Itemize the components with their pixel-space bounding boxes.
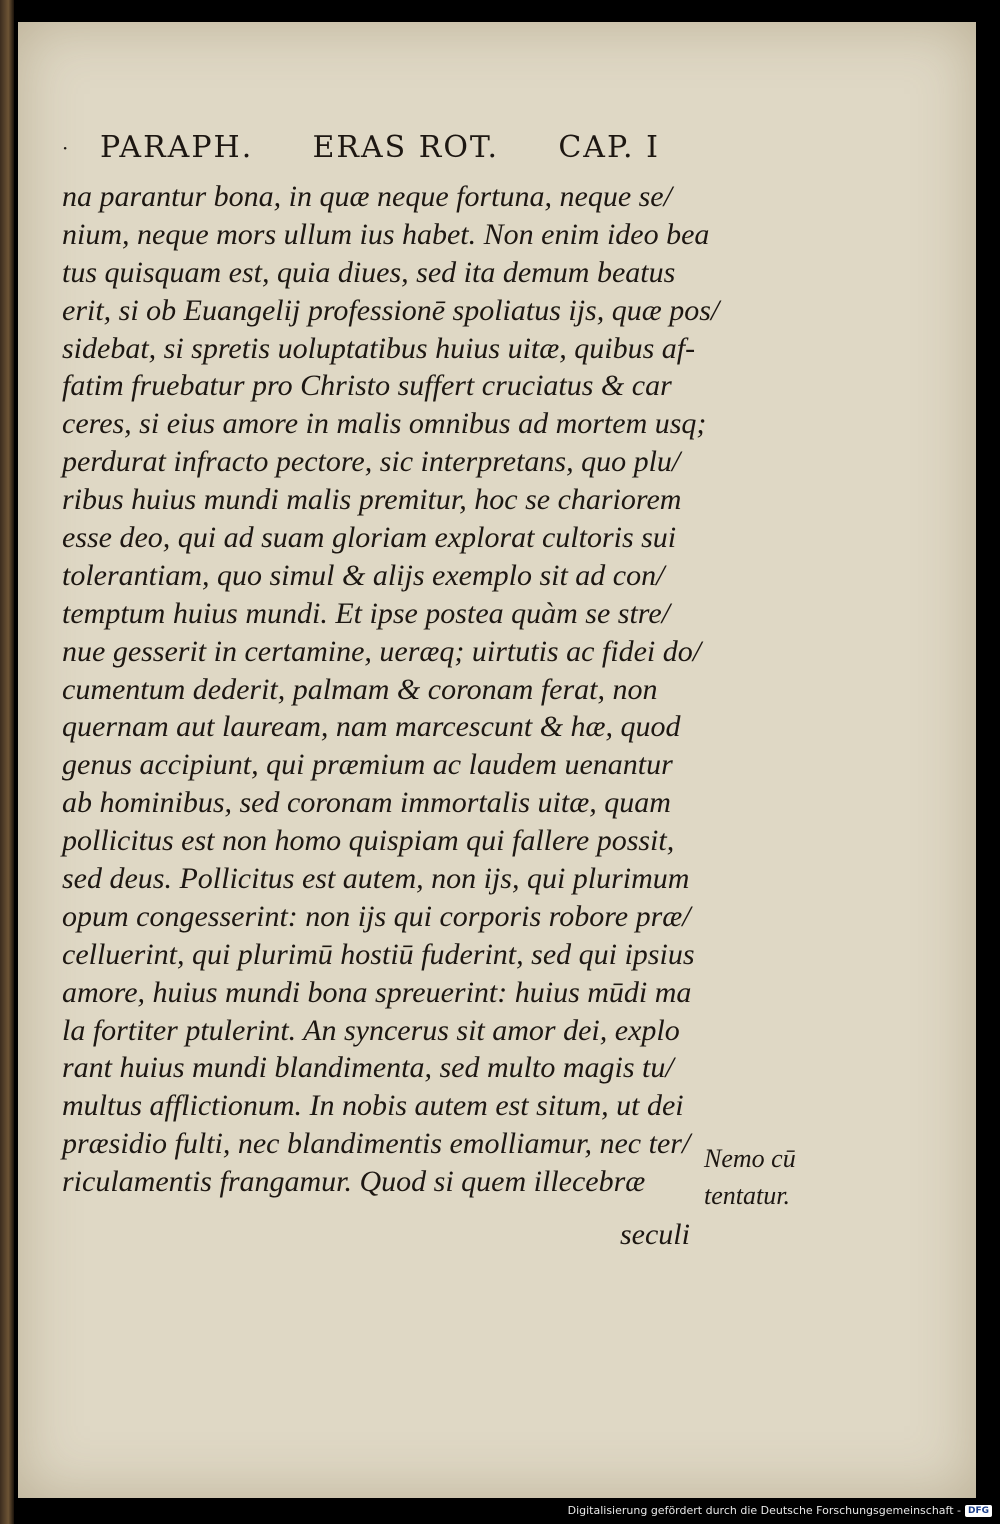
header-ornament: ·: [62, 136, 71, 160]
header-center: ERAS ROT.: [312, 130, 500, 165]
text-line: ab hominibus, sed coronam immortalis uitæ, quam: [62, 786, 671, 820]
text-line: riculamentis frangamur. Quod si quem illecebræ: [62, 1165, 646, 1199]
marginal-note: [704, 1140, 796, 1214]
header-left: PARAPH.: [100, 130, 254, 165]
running-header: [62, 130, 660, 165]
text-line: la fortiter ptulerint. An syncerus sit amor dei, explo: [62, 1013, 680, 1047]
text-line: fatim fruebatur pro Christo suffert cruciatus & car: [62, 369, 672, 403]
catchword: seculi: [620, 1218, 690, 1251]
text-line: rant huius mundi blandimenta, sed multo magis tu/: [62, 1051, 674, 1085]
marginal-note-line: tentatur.: [704, 1181, 790, 1210]
text-line: na parantur bona, in quæ neque fortuna, neque se/: [62, 180, 672, 213]
text-line: ribus huius mundi malis premitur, hoc se chariorem: [62, 483, 682, 517]
text-line: amore, huius mundi bona spreuerint: huius mūdi ma: [62, 975, 692, 1009]
header-right: CAP. I: [558, 130, 660, 165]
text-line: tolerantiam, quo simul & alijs exemplo sit ad con/: [62, 558, 665, 592]
credit-text: Digitalisierung gefördert durch die Deutsche Forschungsgemeinschaft -: [567, 1504, 961, 1517]
main-text-block: [62, 178, 720, 1201]
text-line: cumentum dederit, palmam & coronam ferat, non: [62, 672, 658, 706]
text-line: ceres, si eius amore in malis omnibus ad mortem usq;: [62, 407, 707, 441]
text-line: sed deus. Pollicitus est autem, non ijs, qui plurimum: [62, 862, 690, 896]
digitization-credit: [568, 1504, 992, 1517]
text-line: præsidio fulti, nec blandimentis emolliamur, nec ter/: [62, 1127, 691, 1161]
text-line: genus accipiunt, qui præmium ac laudem uenantur: [62, 748, 673, 782]
marginal-note-line: Nemo cū: [704, 1144, 796, 1173]
text-line: pollicitus est non homo quispiam qui fallere possit,: [62, 824, 675, 858]
book-spine-edge: [0, 0, 14, 1524]
text-line: erit, si ob Euangelij professionē spoliatus ijs, quæ pos/: [62, 293, 720, 327]
text-line: multus afflictionum. In nobis autem est situm, ut dei: [62, 1089, 684, 1123]
text-line: celluerint, qui plurimū hostiū fuderint, sed qui ipsius: [62, 937, 695, 971]
text-line: opum congesserint: non ijs qui corporis robore præ/: [62, 899, 691, 933]
text-line: tus quisquam est, quia diues, sed ita demum beatus: [62, 255, 676, 289]
text-line: temptum huius mundi. Et ipse postea quàm se stre/: [62, 596, 671, 630]
text-line: nue gesserit in certamine, ueræq; uirtutis ac fidei do/: [62, 634, 702, 668]
text-line: sidebat, si spretis uoluptatibus huius uitæ, quibus af-: [62, 331, 696, 365]
text-line: nium, neque mors ullum ius habet. Non enim ideo bea: [62, 217, 710, 251]
text-line: quernam aut lauream, nam marcescunt & hæ, quod: [62, 710, 681, 744]
text-line: esse deo, qui ad suam gloriam explorat cultoris sui: [62, 521, 677, 555]
text-line: perdurat infracto pectore, sic interpretans, quo plu/: [62, 445, 681, 479]
dfg-logo: DFG: [965, 1505, 992, 1517]
